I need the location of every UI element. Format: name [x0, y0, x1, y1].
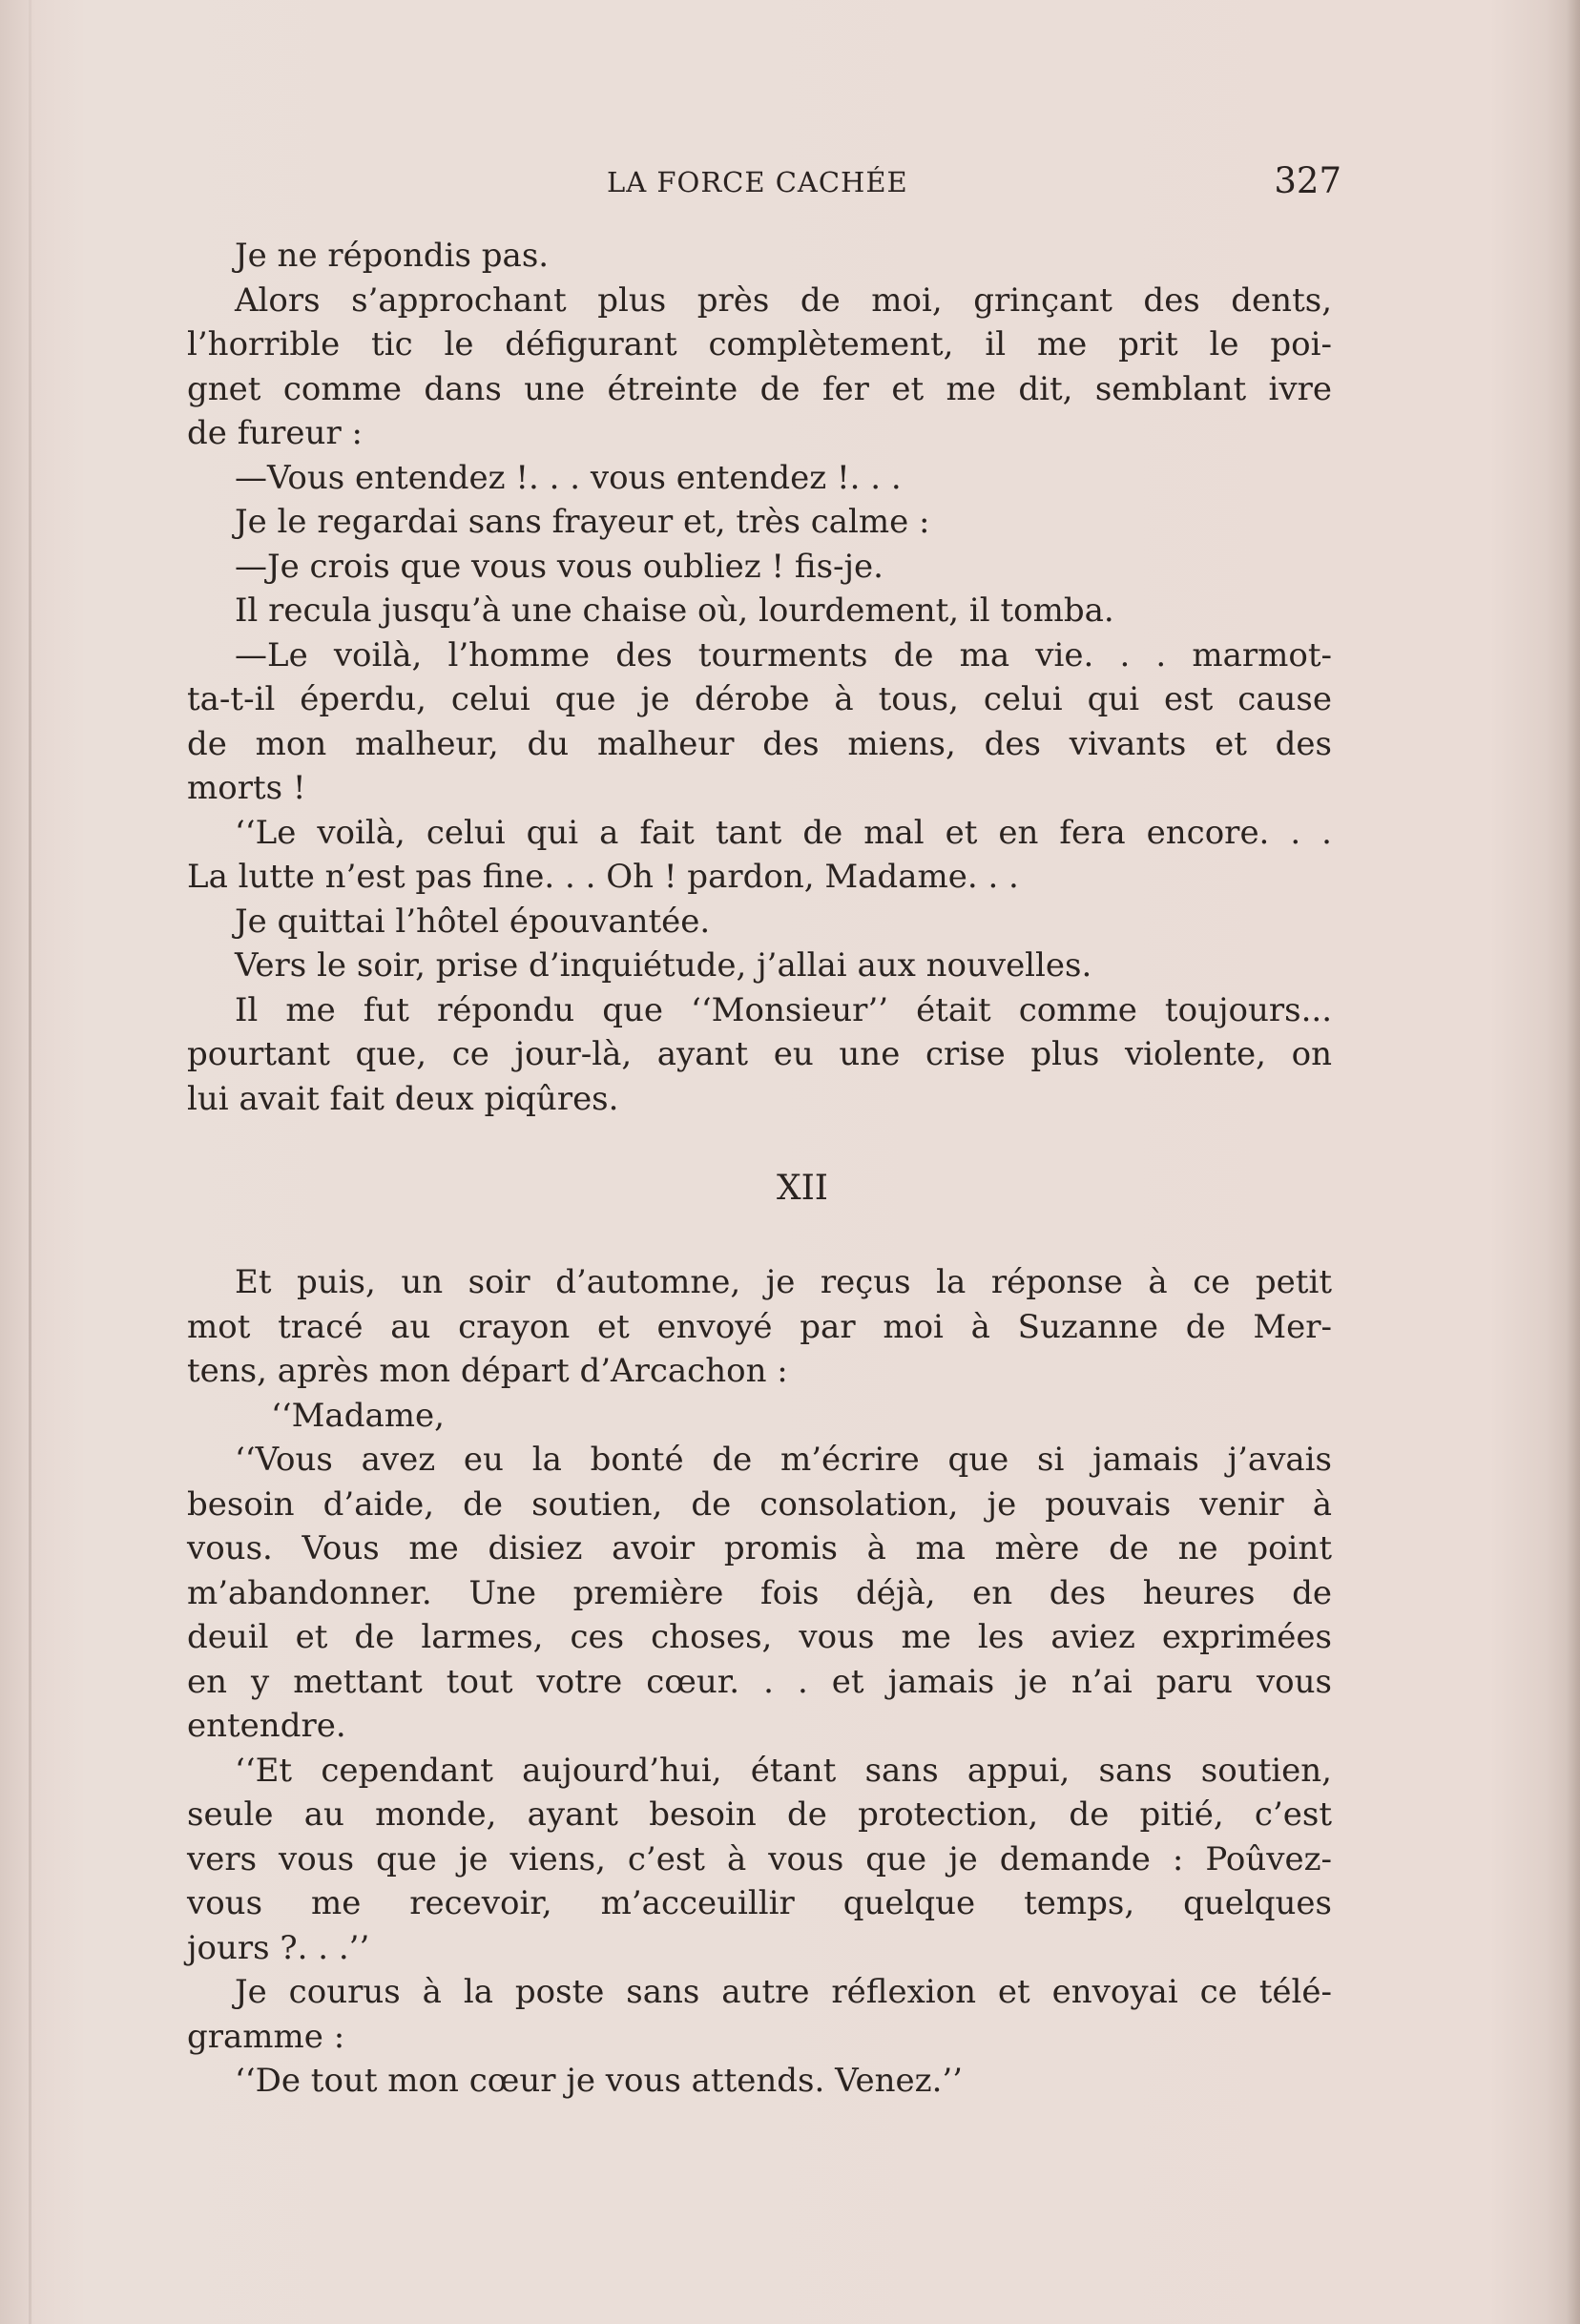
text-line: m’abandonner. Une première fois déjà, en des heures de [187, 1573, 1332, 1612]
text-line: gramme : [187, 2017, 345, 2056]
text-line: Je quittai l’hôtel épouvantée. [235, 902, 711, 941]
text-line: —Je crois que vous vous oubliez ! fis-je. [235, 547, 884, 586]
running-header [187, 160, 1341, 201]
page-number: 327 [1274, 160, 1341, 201]
text-line: pourtant que, ce jour-là, ayant eu une crise plus violente, on [187, 1035, 1332, 1073]
text-block-before-section [187, 234, 1332, 1121]
text-line: Je courus à la poste sans autre réflexion et envoyai ce télé- [235, 1973, 1332, 2011]
text-block-after-section [187, 1260, 1332, 2104]
text-line: Et puis, un soir d’automne, je reçus la réponse à ce petit [235, 1263, 1332, 1301]
body-text [187, 234, 1332, 2104]
text-line: de fureur : [187, 414, 363, 452]
text-line: jours ?. . .’’ [187, 1928, 370, 1967]
text-line: vers vous que je viens, c’est à vous que je demande : Poûvez- [187, 1839, 1332, 1878]
text-line: seule au monde, ayant besoin de protection, de pitié, c’est [187, 1795, 1332, 1834]
text-line: l’horrible tic le défigurant complètement, il me prit le poi- [187, 325, 1332, 363]
text-line: en y mettant tout votre cœur. . . et jamais je n’ai paru vous [187, 1662, 1332, 1701]
text-line: gnet comme dans une étreinte de fer et me dit, semblant ivre [187, 369, 1332, 408]
text-line: Alors s’approchant plus près de moi, grinçant des dents, [235, 280, 1332, 320]
text-line: Il recula jusqu’à une chaise où, lourdement, il tomba. [235, 591, 1114, 630]
text-line: vous me recevoir, m’acceuillir quelque temps, quelques [187, 1884, 1332, 1922]
text-line: deuil et de larmes, ces choses, vous me les aviez exprimées [187, 1618, 1332, 1656]
text-line: La lutte n’est pas fine. . . Oh ! pardon, Madame. . . [187, 858, 1019, 896]
text-line: ‘‘Le voilà, celui qui a fait tant de mal et en fera encore. . . [235, 813, 1332, 852]
text-line: mot tracé au crayon et envoyé par moi à Suzanne de Mer- [187, 1307, 1332, 1346]
text-line: —Le voilà, l’homme des tourments de ma vie. . . marmot- [235, 635, 1332, 674]
text-line: ‘‘Vous avez eu la bonté de m’écrire que si jamais j’avais [235, 1441, 1332, 1479]
text-line: ‘‘Madame, [271, 1396, 445, 1435]
text-line: de mon malheur, du malheur des miens, des vivants et des [187, 724, 1332, 763]
running-title: LA FORCE CACHÉE [607, 166, 908, 198]
text-line: entendre. [187, 1707, 346, 1745]
text-line: —Vous entendez !. . . vous entendez !. . . [235, 458, 902, 497]
text-line: Je ne répondis pas. [235, 237, 550, 275]
text-line: lui avait fait deux piqûres. [187, 1079, 619, 1118]
section-heading: XII [776, 1169, 829, 1208]
text-line: morts ! [187, 769, 306, 807]
text-line: ‘‘Et cependant aujourd’hui, étant sans appui, sans soutien, [235, 1751, 1332, 1790]
text-line: besoin d’aide, de soutien, de consolation, je pouvais venir à [187, 1484, 1332, 1524]
text-line: Je le regardai sans frayeur et, très calme : [235, 503, 930, 541]
text-line: ‘‘De tout mon cœur je vous attends. Venez.’’ [235, 2062, 963, 2100]
text-line: ta-t-il éperdu, celui que je dérobe à tous, celui qui est cause [187, 680, 1332, 718]
page-gutter [29, 0, 31, 2324]
text-line: vous. Vous me disiez avoir promis à ma mère de ne point [187, 1529, 1332, 1567]
text-line: tens, après mon départ d’Arcachon : [187, 1352, 788, 1390]
text-line: Vers le soir, prise d’inquiétude, j’allai aux nouvelles. [235, 946, 1092, 985]
text-line: Il me fut répondu que ‘‘Monsieur’’ était comme toujours... [235, 990, 1332, 1029]
page-edge [1567, 0, 1580, 2324]
